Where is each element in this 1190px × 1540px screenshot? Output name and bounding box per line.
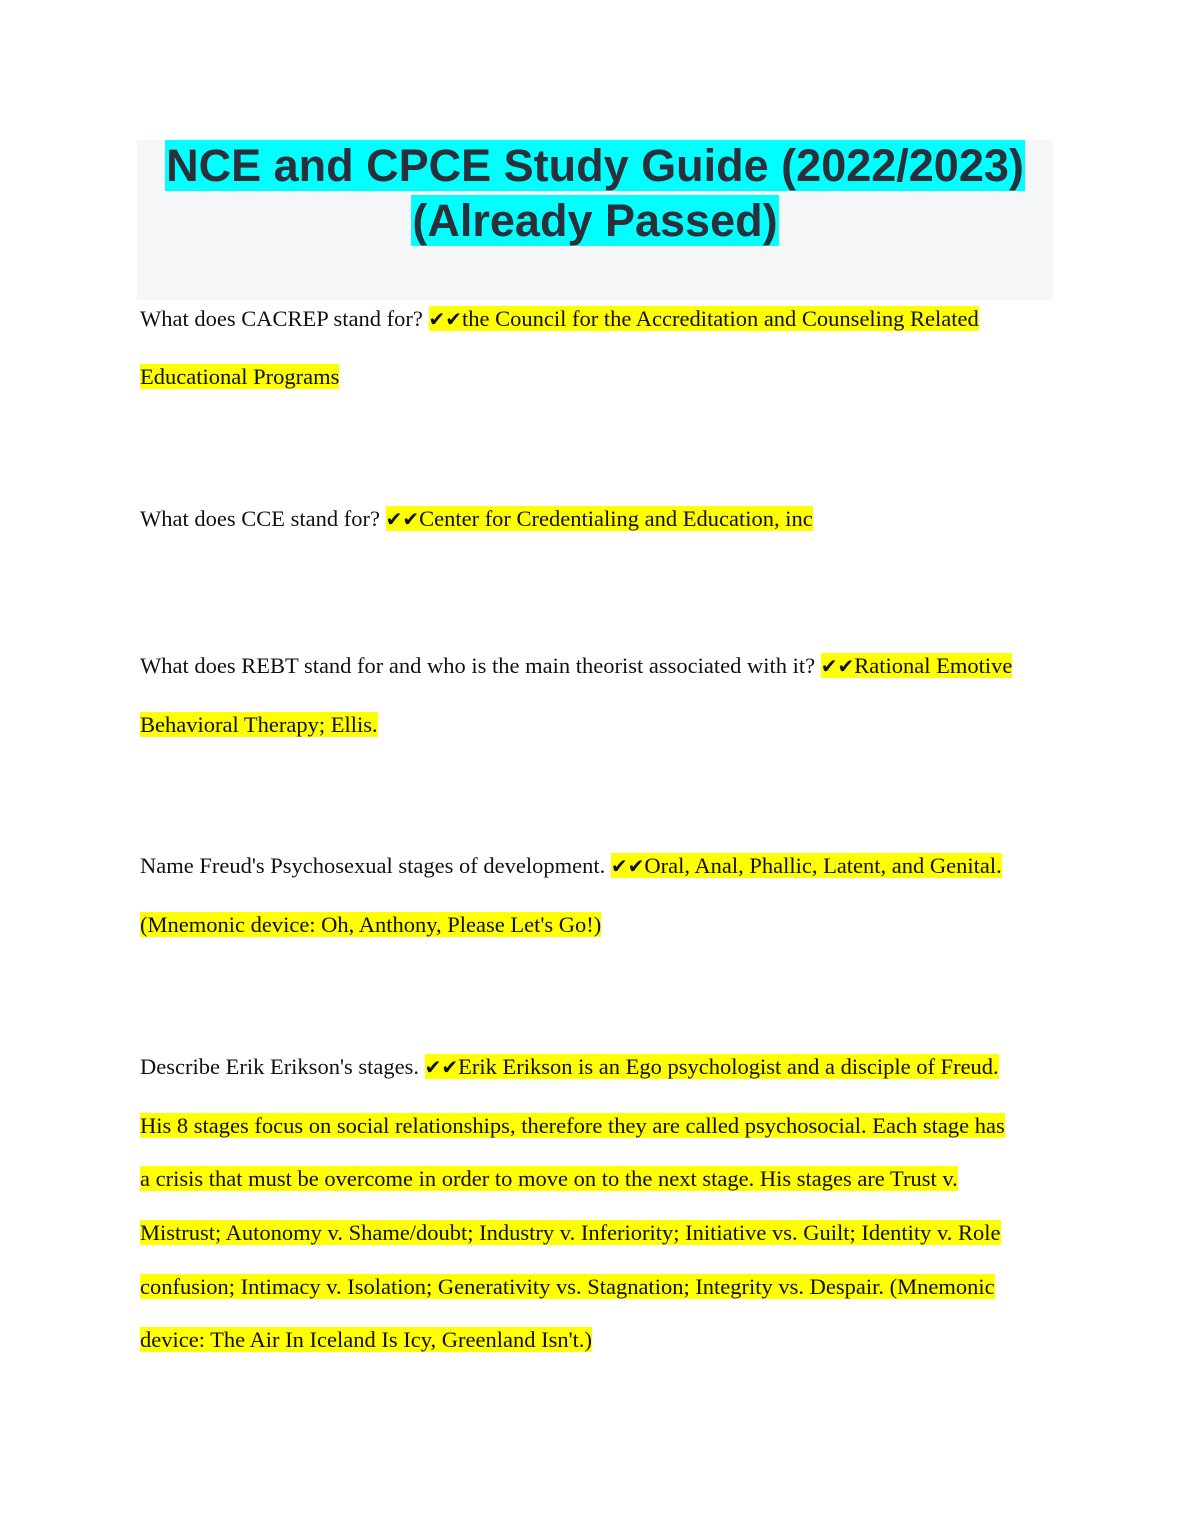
document-title-line-1: NCE and CPCE Study Guide (2022/2023) <box>166 140 1024 191</box>
qa-5-line-6 <box>140 1326 1060 1354</box>
question-2: What does CCE stand for? <box>140 506 380 531</box>
question-5: Describe Erik Erikson's stages. <box>140 1054 419 1079</box>
answer-3-line-1: Rational Emotive <box>854 653 1013 678</box>
answer-5-line-6: device: The Air In Iceland Is Icy, Greenland Isn't.) <box>140 1327 592 1352</box>
qa-1-line-1 <box>140 305 1060 333</box>
qa-5-line-3 <box>140 1165 1060 1193</box>
answer-1-line-1: the Council for the Accreditation and Counseling Related <box>462 306 979 331</box>
qa-5-line-4 <box>140 1219 1060 1247</box>
qa-4-line-1 <box>140 852 1060 880</box>
check-icon: ✔✔ <box>428 307 463 331</box>
answer-5-line-1: Erik Erikson is an Ego psychologist and a disciple of Freud. <box>458 1054 999 1079</box>
question-1: What does CACREP stand for? <box>140 306 423 331</box>
qa-3-line-2 <box>140 711 1060 739</box>
answer-3-line-2: Behavioral Therapy; Ellis. <box>140 712 378 737</box>
qa-5-line-5 <box>140 1273 1060 1301</box>
answer-5-line-4: Mistrust; Autonomy v. Shame/doubt; Industry v. Inferiority; Initiative vs. Guilt; Identity v. Role <box>140 1220 1001 1245</box>
qa-5-line-1 <box>140 1053 1060 1081</box>
document-title-line-2: (Already Passed) <box>412 195 778 246</box>
qa-3-line-1 <box>140 652 1060 680</box>
qa-5-line-2 <box>140 1112 1060 1140</box>
qa-1-line-2 <box>140 363 1060 391</box>
check-icon: ✔✔ <box>610 854 645 878</box>
check-icon: ✔✔ <box>424 1055 459 1079</box>
answer-5-line-2: His 8 stages focus on social relationships, therefore they are called psychosocial. Each stage has <box>140 1113 1005 1138</box>
answer-4-line-1: Oral, Anal, Phallic, Latent, and Genital. <box>644 853 1002 878</box>
qa-4-line-2 <box>140 911 1060 939</box>
answer-4-line-2: (Mnemonic device: Oh, Anthony, Please Let's Go!) <box>140 912 602 937</box>
check-icon: ✔✔ <box>820 654 855 678</box>
answer-1-line-2: Educational Programs <box>140 364 340 389</box>
qa-2-line-1 <box>140 505 1060 533</box>
check-icon: ✔✔ <box>385 507 420 531</box>
answer-5-line-3: a crisis that must be overcome in order to move on to the next stage. His stages are Trust v. <box>140 1166 958 1191</box>
answer-5-line-5: confusion; Intimacy v. Isolation; Generativity vs. Stagnation; Integrity vs. Despair. (Mnemonic <box>140 1274 995 1299</box>
answer-2-line-1: Center for Credentialing and Education, inc <box>419 506 813 531</box>
title-block <box>137 140 1053 300</box>
question-3: What does REBT stand for and who is the main theorist associated with it? <box>140 653 816 678</box>
question-4: Name Freud's Psychosexual stages of development. <box>140 853 606 878</box>
